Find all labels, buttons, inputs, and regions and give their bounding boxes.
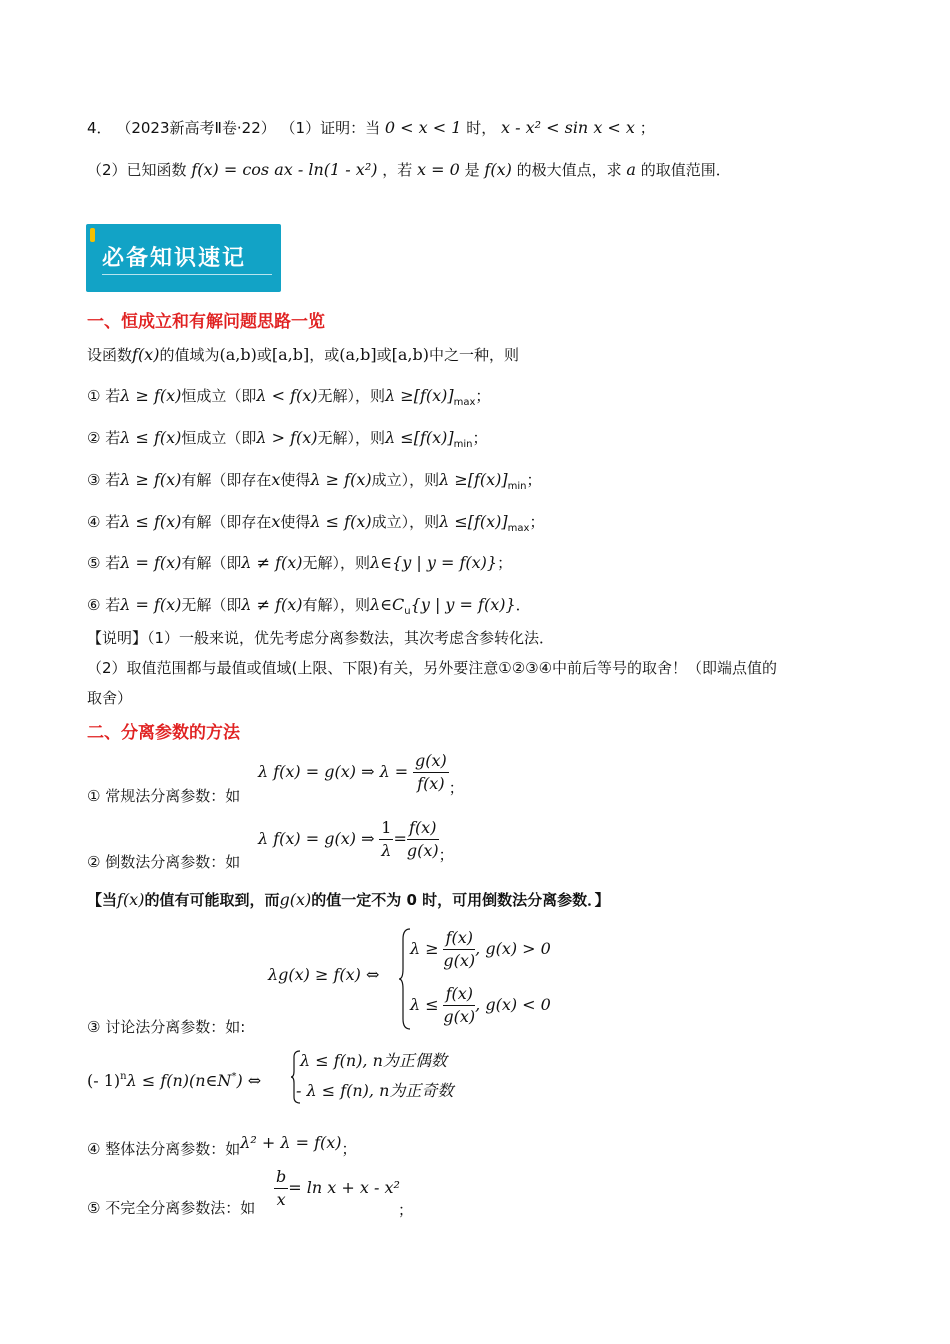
method3-label: ③ 讨论法分离参数：如: [87,1018,246,1036]
problem-part1-mid: 时， [466,119,497,137]
rule-math: λ ≤ f(x) [120,512,182,531]
rule-math: λ = f(x) [120,595,182,614]
method3b-case2-text: - λ ≤ f(n), n为正奇数 [296,1081,454,1100]
rule-text: 使得 [280,471,311,489]
method2-lhs: λ f(x) = g(x) ⇒ [258,829,375,848]
method3-case2-fraction [443,983,475,1028]
problem-source: （2023新高考Ⅱ卷·22） [116,119,276,137]
tip-math: f(x) [117,890,145,909]
method3b-iff: ) ⇔ [236,1071,262,1090]
rule-text: ⑤ 若 [87,554,121,572]
method3-case1-condition: , g(x) > 0 [475,939,551,958]
rule-text: 成立），则 [371,471,440,489]
intro-math: (a,b) [219,345,257,364]
method5-denominator: x [276,1190,286,1209]
rule-item-3 [87,470,542,497]
method1-formula [258,750,464,798]
method4-label: ④ 整体法分离参数：如 [87,1140,241,1158]
rule-text: ； [526,471,542,489]
problem-part2-a: a [626,160,636,179]
method1-label: ① 常规法分离参数：如 [87,787,241,805]
method3b-lhs [87,1067,261,1091]
note-2a: （2）取值范围都与最值或值域(上限、下限)有关，另外要注意①②③④中前后等号的取舍！（即端点值的 [87,659,778,677]
badge-label: 必备知识速记 [102,246,247,271]
intro-text: 或 [256,346,272,364]
method3b-case-1 [300,1051,447,1071]
rule-math: λ∈{y | y = f(x)} [370,553,498,572]
rule-math: λ ≤[f(x)] [385,428,454,447]
rule-text: ； [472,429,488,447]
rule-math: λ ≥[f(x)] [439,470,508,489]
intro-math: [a,b] [271,345,310,364]
rule-math: x [271,470,281,489]
method2-denominator-2: g(x) [406,841,439,860]
method3-numerator: f(x) [443,983,475,1006]
method3-case1-fraction [443,927,475,972]
intro-text: 或 [376,346,392,364]
method5-formula [274,1166,400,1211]
rule-math: λ ≥ f(x) [310,470,372,489]
method5-numerator: b [274,1166,288,1189]
rule-math: λ < f(x) [256,386,318,405]
method2-equals: = [393,829,407,848]
method3b-case1-text: λ ≤ f(n), n为正偶数 [300,1051,447,1070]
method3-case2-condition: , g(x) < 0 [475,995,551,1014]
semicolon: ； [438,846,454,864]
problem-line-2 [87,160,731,180]
section2-heading: 二、分离参数的方法 [87,723,240,743]
knowledge-badge [86,224,281,292]
rule-math: λ ≤ f(x) [310,512,372,531]
method2-formula [258,817,454,865]
rule-text: 无解），则 [317,387,386,405]
method2-numerator-1: 1 [379,817,393,840]
rule-text: ② 若 [87,429,121,447]
method3b-ineq: λ ≤ f(n)(n∈N [126,1071,232,1090]
method3b-exponent: n [120,1071,127,1082]
problem-part2-tail: 的取值范围． [640,161,731,179]
rule-text: 使得 [280,513,311,531]
semicolon: ； [448,779,464,797]
rule-text: ① 若 [87,387,121,405]
section1-heading: 一、恒成立和有解问题思路一览 [87,312,325,332]
method3-numerator: f(x) [443,927,475,950]
rule-math: λ ≥[f(x)] [385,386,454,405]
method3-denominator: g(x) [443,951,476,970]
rule-text: ③ 若 [87,471,121,489]
tip-text: 【当 [87,891,118,909]
intro-math: [a,b) [391,345,429,364]
intro-text: 设函数 [87,346,133,364]
problem-part2-end: 的极大值点，求 [516,161,622,179]
problem-part2-condition: x = 0 [417,160,460,179]
rule-subscript: max [453,397,476,408]
badge-underline [102,274,272,275]
rule-item-5 [87,553,512,573]
tip-text: 的值一定不为 0 时，可用倒数法分离参数．】 [311,891,610,909]
rule-text: ． [515,596,531,614]
method2-numerator-2: f(x) [407,817,439,840]
method5-fraction [274,1166,288,1211]
method3b-case-2 [296,1081,453,1101]
method3-case-2 [410,983,551,1028]
method3b-star: * [231,1071,237,1082]
rule-math: λ ≥ f(x) [120,386,182,405]
rule-item-2 [87,428,487,455]
method2-fraction-1 [379,817,393,862]
problem-part2-fx: f(x) [484,160,512,179]
semicolon: ； [341,1140,357,1158]
rule-subscript: min [507,481,527,492]
problem-part1-condition: 0 < x < 1 [384,118,462,137]
method4-line [87,1133,357,1159]
rule-math: λ = f(x) [120,553,182,572]
rule-text: ； [497,554,513,572]
rule-math: {y | y = f(x)} [410,595,516,614]
rule-text: 恒成立（即 [181,387,257,405]
tip-math: g(x) [279,890,312,909]
rule-text: 无解（即 [181,596,242,614]
problem-part2-mid2: 是 [464,161,480,179]
rule-subscript: max [507,523,530,534]
problem-line-1 [87,118,655,138]
rule-text: 有解（即存在 [181,471,272,489]
rule-text: 有解（即 [181,554,242,572]
rule-math: x [271,512,281,531]
rule-math: λ ≤ f(x) [120,428,182,447]
rule-math: λ∈C [370,595,405,614]
intro-text: ，或 [309,346,340,364]
problem-part2-mid: ，若 [382,161,413,179]
note-2b: 取舍） [87,689,133,707]
intro-math: (a,b] [339,345,377,364]
method5-rhs: = ln x + x - x² [288,1178,400,1197]
method1-fraction [413,750,449,795]
rule-subscript: u [404,606,411,617]
rule-item-6 [87,595,531,622]
rule-text: ； [475,387,491,405]
rule-math: λ > f(x) [256,428,318,447]
method5-semicolon: ； [398,1201,414,1219]
problem-part2-prefix: （2）已知函数 [87,161,187,179]
intro-text: 的值域为 [159,346,220,364]
rule-text: ； [529,513,545,531]
method2-tip [87,890,610,910]
method3-case2-lhs: λ ≤ [410,995,439,1014]
problem-part1-prefix: （1）证明：当 [280,119,381,137]
method5-label: ⑤ 不完全分离参数法：如 [87,1199,256,1217]
rule-text: 无解），则 [302,554,371,572]
method1-numerator: g(x) [413,750,449,773]
intro-text: 中之一种，则 [428,346,519,364]
method3-denominator: g(x) [443,1007,476,1026]
rule-math: λ ≥ f(x) [120,470,182,489]
method3-case1-lhs: λ ≥ [410,939,439,958]
problem-part2-function: f(x) = cos ax - ln(1 - x²) [191,160,378,179]
badge-accent-bar [90,228,95,242]
problem-part1-inequality: x - x² < sin x < x [500,118,635,137]
rule-math: λ ≠ f(x) [241,595,303,614]
rule-text: 恒成立（即 [181,429,257,447]
rule-math: λ ≤[f(x)] [439,512,508,531]
rule-text: ⑥ 若 [87,596,121,614]
method2-fraction-2 [407,817,439,862]
method3b-base: (- 1) [87,1071,121,1090]
rule-text: 有解（即存在 [181,513,272,531]
rule-math: λ ≠ f(x) [241,553,303,572]
method4-expression: λ² + λ = f(x) [240,1133,342,1152]
method2-label: ② 倒数法分离参数：如 [87,853,241,871]
rule-item-4 [87,512,544,539]
rule-text: ④ 若 [87,513,121,531]
method1-lhs: λ f(x) = g(x) ⇒ λ = [258,762,409,781]
rule-text: 成立），则 [371,513,440,531]
method3-lhs-text: λg(x) ≥ f(x) ⇔ [268,965,380,984]
section1-intro [87,345,519,365]
rule-item-1 [87,386,490,413]
problem-number: 4． [87,119,112,137]
method3-lhs [268,965,379,985]
rule-subscript: min [453,439,473,450]
tip-text: 的值有可能取到，而 [144,891,280,909]
method3-case-1 [410,927,551,972]
problem-part1-end: ； [639,119,655,137]
rule-text: 无解），则 [317,429,386,447]
rule-text: 有解），则 [302,596,371,614]
intro-math: f(x) [132,345,160,364]
note-1: 【说明】（1）一般来说，优先考虑分离参数法，其次考虑含参转化法． [87,629,555,647]
method2-denominator-1: λ [381,841,392,860]
method1-denominator: f(x) [417,774,445,793]
